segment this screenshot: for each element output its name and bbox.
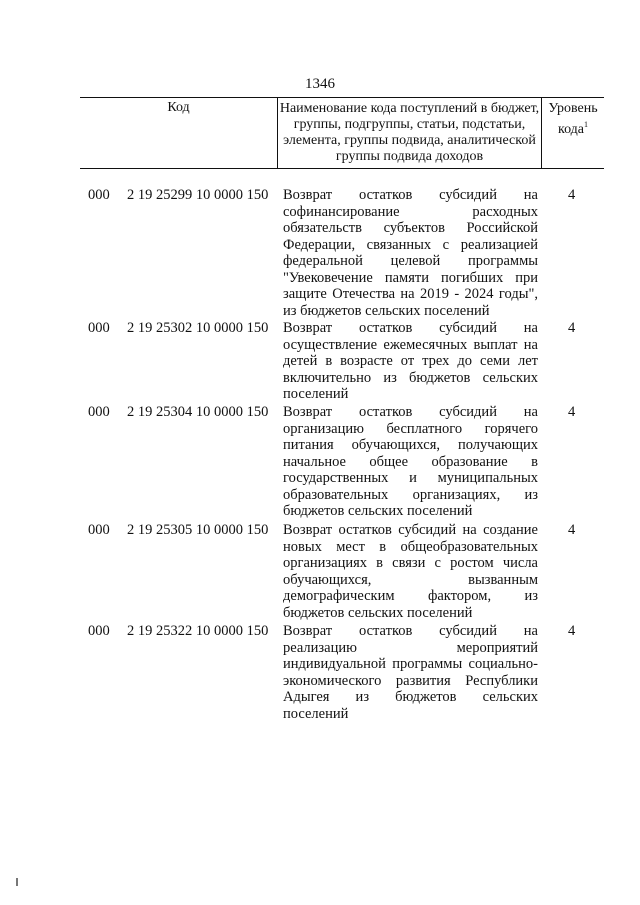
row-income-code: 2 19 25305 10 0000 150 — [127, 522, 269, 538]
row-income-code: 2 19 25322 10 0000 150 — [127, 623, 269, 639]
header-code: Код — [80, 98, 278, 168]
row-admin-code: 000 — [88, 404, 110, 420]
row-income-code: 2 19 25304 10 0000 150 — [127, 404, 269, 420]
row-income-name: Возврат остатков субсидий на создание новых мест в общеобразовательных организациях в связи с ростом числа обучающихся, вызванным демографическим фактором, из бюджетов сельских поселений — [283, 522, 538, 621]
row-code-level: 4 — [568, 320, 576, 336]
header-level-footnote: 1 — [584, 120, 589, 129]
row-income-code: 2 19 25299 10 0000 150 — [127, 187, 269, 203]
row-code-level: 4 — [568, 623, 576, 639]
scan-mark — [16, 878, 18, 886]
row-admin-code: 000 — [88, 187, 110, 203]
page-number: 1346 — [305, 76, 335, 92]
row-admin-code: 000 — [88, 623, 110, 639]
row-income-name: Возврат остатков субсидий на организацию бесплатного горячего питания обучающихся, получающих начальное общее образование в государственных и муниципальных образовательных организациях, из бюджетов сельских поселений — [283, 404, 538, 519]
row-income-name: Возврат остатков субсидий на осуществление ежемесячных выплат на детей в возрасте от трех до семи лет включительно из бюджетов сельских поселений — [283, 320, 538, 402]
row-income-code: 2 19 25302 10 0000 150 — [127, 320, 269, 336]
row-income-name: Возврат остатков субсидий на реализацию мероприятий индивидуальной программы социально-экономического развития Республики Адыгея из бюджетов сельских поселений — [283, 623, 538, 722]
header-level — [542, 98, 604, 168]
header-level-label: Уровень кода — [548, 101, 598, 137]
header-name: Наименование кода поступлений в бюджет, группы, подгруппы, статьи, подстатьи, элемента, группы подвида, аналитической группы подвида доходов — [278, 98, 542, 168]
row-code-level: 4 — [568, 404, 576, 420]
row-admin-code: 000 — [88, 320, 110, 336]
table-header — [80, 97, 604, 169]
row-income-name: Возврат остатков субсидий на софинансирование расходных обязательств субъектов Российской Федерации, связанных с реализацией федеральной целевой программы "Увековечение памяти погибших при защите Отечества на 2019 - 2024 годы", из бюджетов сельских поселений — [283, 187, 538, 319]
row-code-level: 4 — [568, 522, 576, 538]
row-admin-code: 000 — [88, 522, 110, 538]
row-code-level: 4 — [568, 187, 576, 203]
